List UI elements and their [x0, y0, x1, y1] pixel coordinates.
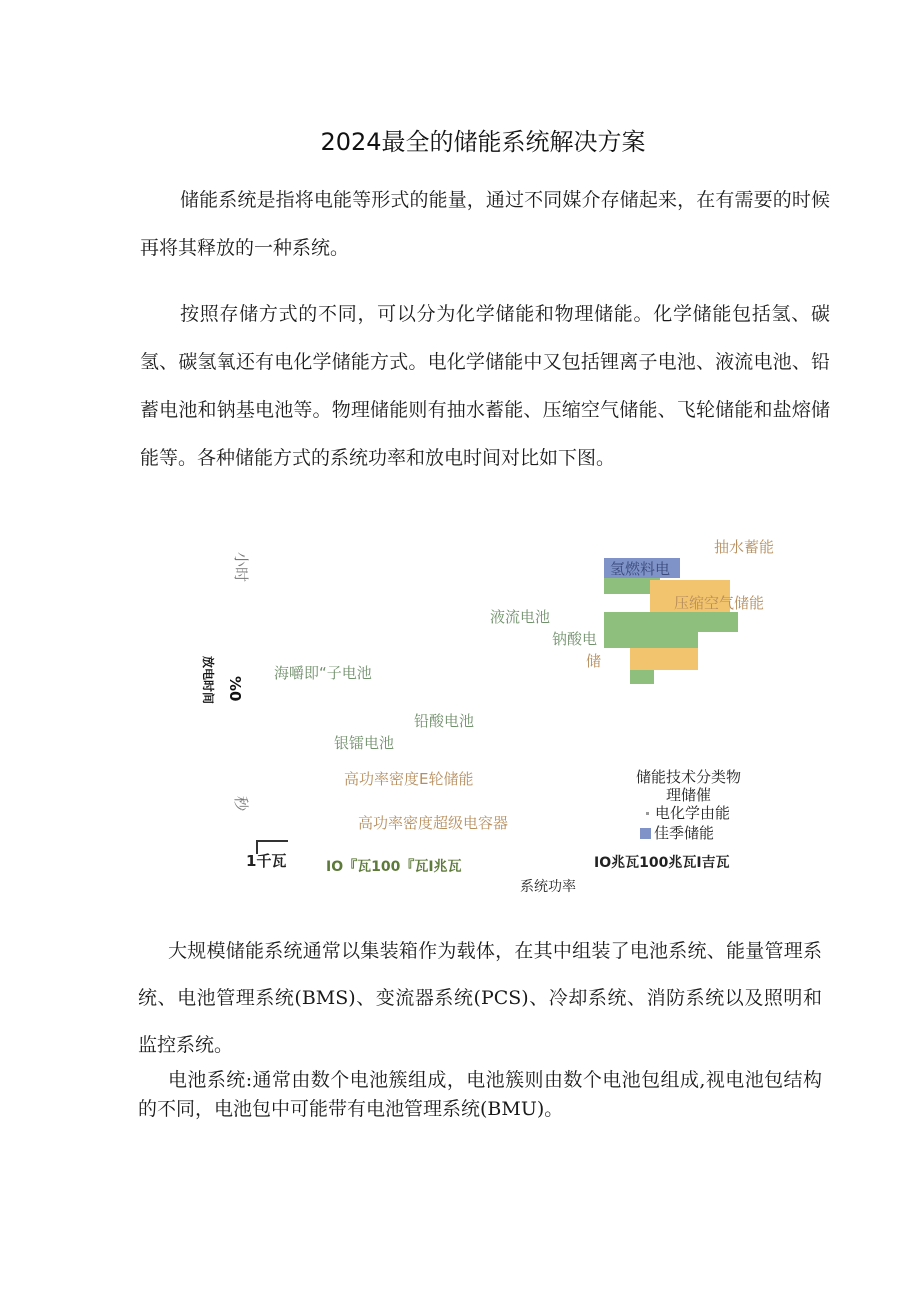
label-pumped-hydro: 抽水蓄能	[714, 538, 775, 556]
legend-chemical	[640, 822, 714, 843]
label-sodium-1: 钠酸电	[552, 630, 598, 648]
label-hydrogen-fuel: 氢燃料电	[610, 560, 671, 578]
x-axis-label: 系统功率	[520, 879, 576, 895]
label-lead-acid: 铅酸电池	[414, 712, 475, 730]
paragraph-intro: 储能系统是指将电能等形式的能量，通过不同媒介存储起来，在有需要的时候再将其释放的一种系统。	[140, 189, 830, 259]
document-title: 2024最全的储能系统解决方案	[320, 128, 646, 156]
legend-square-icon	[640, 828, 651, 839]
storage-comparison-chart	[0, 520, 920, 910]
label-nickel: 银镭电池	[334, 734, 395, 752]
x-axis-ticks-left: IO『瓦100『瓦I兆瓦	[326, 859, 462, 875]
legend-electrochem-text: 电化学由能	[655, 804, 731, 822]
x-axis-ticks-right: IO兆瓦100兆瓦I吉瓦	[594, 855, 730, 871]
legend-title: 储能技术分类物	[636, 768, 742, 786]
flow-battery-bar	[604, 612, 738, 632]
legend-chemical-text: 佳季储能	[654, 824, 715, 842]
y-axis-middle-b: 放电时间	[201, 656, 215, 705]
legend-electrochem	[642, 802, 730, 823]
label-flywheel: 高功率密度E轮储能	[344, 770, 474, 788]
y-axis-bottom: 秒	[232, 796, 250, 812]
sodium-bar-3	[630, 670, 654, 684]
x-axis-origin: 1千瓦	[246, 852, 287, 870]
label-compressed-air: 压缩空气储能	[674, 594, 765, 612]
legend-dot-icon	[646, 812, 649, 815]
label-flow-battery: 液流电池	[490, 608, 551, 626]
label-li-ion: 海嚼即“子电池	[274, 664, 372, 682]
label-sodium-2: 储	[586, 652, 602, 670]
paragraph-container: 大规模储能系统通常以集装箱作为载体，在其中组装了电池系统、能量管理系统、电池管理系统(BMS)、变流器系统(PCS)、冷却系统、消防系统以及照明和监控系统。	[138, 940, 822, 1056]
y-axis-middle-a: %0	[226, 676, 244, 702]
legend-physical: 理储催	[666, 786, 712, 804]
label-supercap: 高功率密度超级电容器	[358, 814, 509, 832]
sodium-bar-2	[630, 648, 698, 670]
paragraph-classification: 按照存储方式的不同，可以分为化学储能和物理储能。化学储能包括氢、碳氢、碳氢氧还有电化学储能方式。电化学储能中又包括锂离子电池、液流电池、铅蓄电池和钠基电池等。物理储能则有抽水蓄能、压缩空气储能、飞轮储能和盐熔储能等。各种储能方式的系统功率和放电时间对比如下图。	[140, 303, 830, 469]
paragraph-battery-system: 电池系统:通常由数个电池簇组成，电池簇则由数个电池包组成,视电池包结构的不同，电池包中可能带有电池管理系统(BMU)。	[138, 1069, 822, 1120]
sodium-bar-1	[604, 632, 698, 648]
y-axis-top: 小时	[232, 552, 250, 583]
